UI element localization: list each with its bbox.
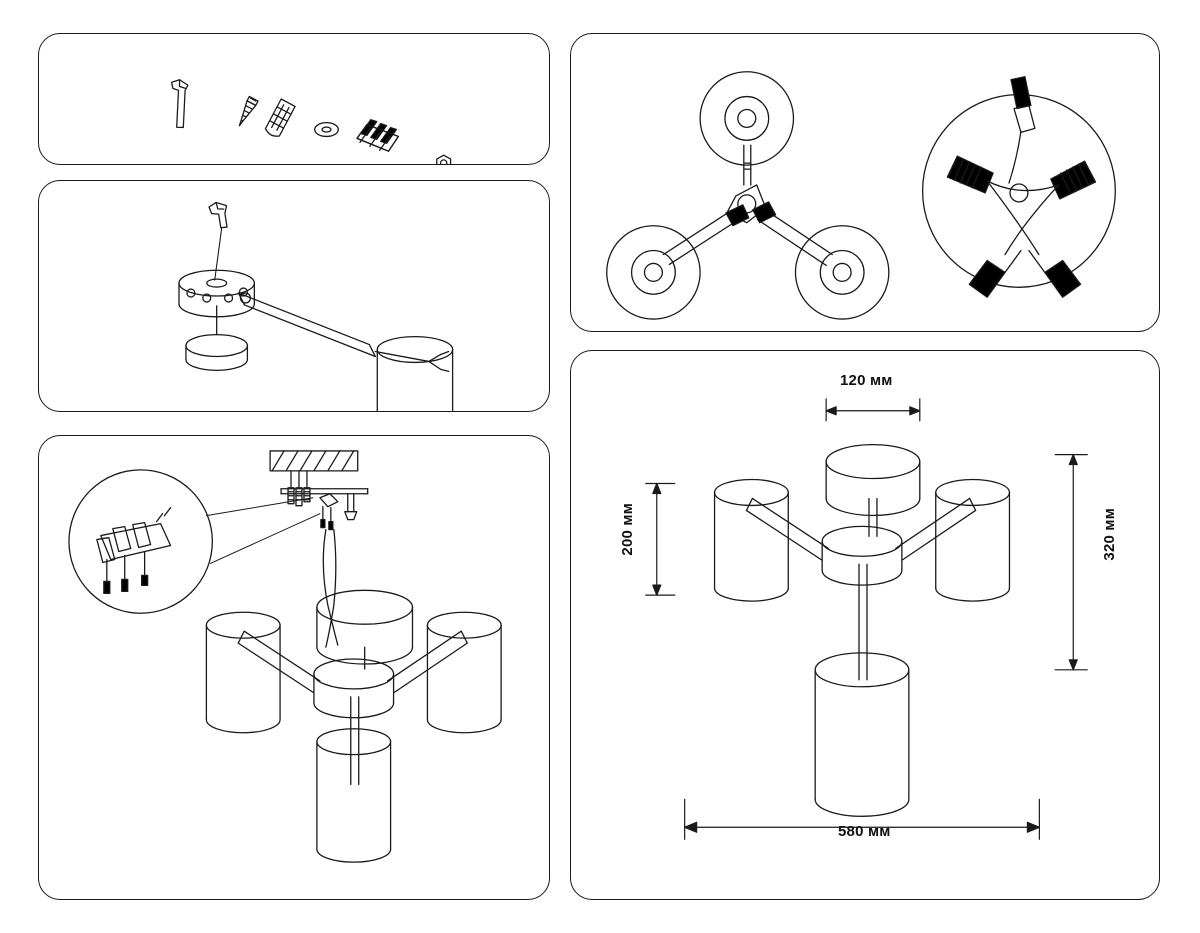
base-plate (186, 306, 247, 370)
ceiling-slab (270, 451, 358, 471)
ceiling-wiring-panel (38, 435, 550, 900)
shade-center (317, 729, 391, 862)
canopy (826, 445, 920, 516)
fixture-top-view (607, 72, 889, 319)
terminal-connector-small (320, 494, 338, 530)
central-hub (822, 526, 902, 585)
wall-plug-icon (264, 99, 295, 139)
center-rod (351, 697, 359, 785)
detail-circle-terminal (69, 470, 320, 613)
center-rod (859, 564, 867, 680)
socket-detail-circle (923, 77, 1116, 298)
wrench-icon (205, 201, 231, 229)
central-hub (314, 659, 394, 718)
fixture-wires (323, 530, 338, 647)
parts-and-hardware-panel (38, 33, 550, 165)
lamp-shade (377, 337, 452, 411)
shade-center (815, 653, 909, 816)
arm-left (746, 498, 828, 560)
dimension-label-total-width: 580 мм (838, 823, 891, 840)
dimension-arm-height (646, 484, 675, 596)
bracket-arm (238, 293, 375, 356)
shade-left (715, 480, 789, 602)
mounting-bracket-panel (38, 180, 550, 412)
arm-assembly-panel (570, 33, 1160, 332)
shade-right (936, 480, 1010, 602)
washer-icon (315, 123, 339, 137)
wire (375, 352, 448, 372)
dimension-label-shade-width: 120 мм (840, 372, 893, 389)
dimension-total-height (1055, 455, 1087, 670)
dimension-label-arm-height: 200 мм (619, 503, 636, 556)
terminal-block-icon (357, 120, 398, 152)
dimension-label-total-height: 320 мм (1101, 508, 1118, 561)
shade-right (427, 612, 501, 732)
arm-left (238, 631, 320, 693)
hex-nut-icon (437, 155, 451, 164)
wrench-icon (154, 77, 202, 130)
shade-left (206, 612, 280, 732)
stem (869, 498, 877, 536)
dimensions-panel (570, 350, 1160, 900)
dimension-shade-width (826, 399, 920, 421)
screw-icon (235, 96, 258, 128)
